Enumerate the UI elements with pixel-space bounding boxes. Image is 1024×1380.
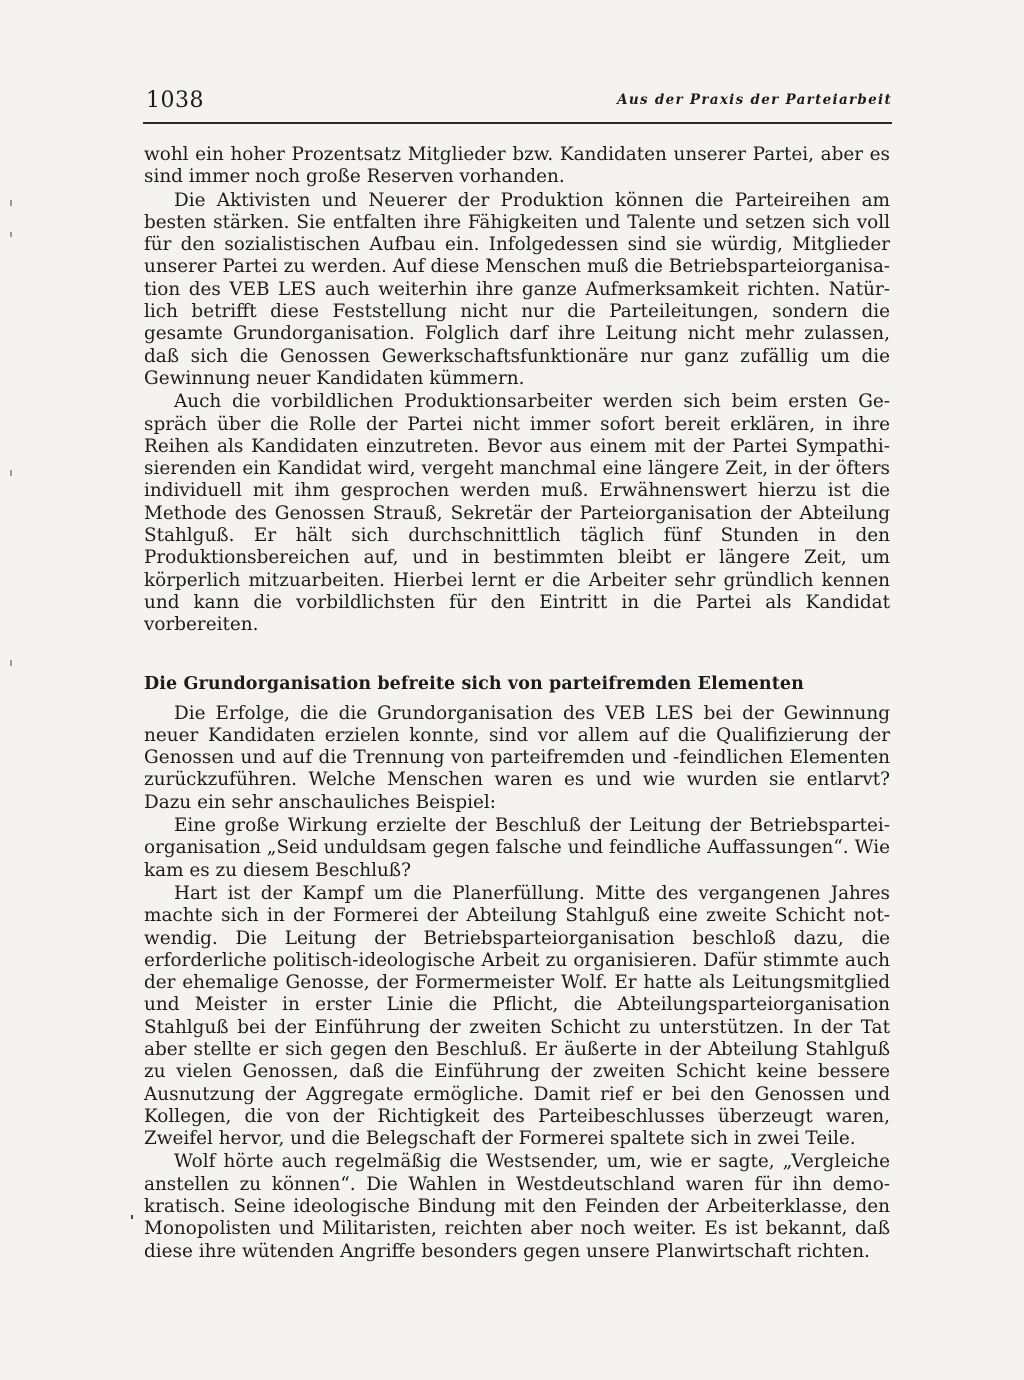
scan-mark [10, 232, 12, 237]
paragraph: Hart ist der Kampf um die Planerfüllung. Mitte des vergangenen Jahres machte sich in der Formerei der Abteilung Stahlguß eine zweite Schicht notwendig. Die Leitung der Betriebsparteiorganisation beschloß dazu, die erforderliche politisch-ideologische Arbeit zu organisieren. Dafür stimmte auch der ehemalige Genosse, der Formermeister Wolf. Er hatte als Leitungsmitglied und Meister in erster Linie die Pflicht, die Abteilungsparteiorganisation Stahlguß bei der Einführung der zweiten Schicht zu unterstützen. In der Tat aber stellte er sich gegen den Beschluß. Er äußerte in der Abteilung Stahlguß zu vielen Genossen, daß die Einführung der zweiten Schicht keine bessere Ausnutzung der Aggregate ermögliche. Damit rief er bei den Genossen und Kollegen, die von der Richtigkeit des Parteibeschlusses überzeugt waren, Zweifel hervor, und die Belegschaft der Formerei spaltete sich in zwei Teile. [144, 882, 890, 1150]
body-text [144, 144, 890, 1263]
section-heading: Die Grundorganisation befreite sich von parteifremden Elementen [144, 673, 804, 694]
page-header [143, 88, 892, 124]
paragraph: Auch die vorbildlichen Produktionsarbeiter werden sich beim ersten Gespräch über die Rolle der Partei nicht immer sofort bereit erklären, in ihre Reihen als Kandidaten einzutreten. Bevor aus einem mit der Partei Sympathisierenden ein Kandidat wird, vergeht manchmal eine längere Zeit, in der öfters individuell mit ihm gesprochen werden muß. Erwähnenswert hierzu ist die Methode des Genossen Strauß, Sekretär der Parteiorganisation der Abteilung Stahlguß. Er hält sich durchschnittlich täglich fünf Stunden in den Produktionsbereichen auf, und in bestimmten bleibt er längere Zeit, um körperlich mitzuarbeiten. Hierbei lernt er die Arbeiter sehr gründlich kennen und kann die vorbildlichsten für den Eintritt in die Partei als Kandidat vorbereiten. [144, 391, 890, 636]
scan-mark [10, 470, 12, 476]
paragraph: Wolf hörte auch regelmäßig die Westsender, um, wie er sagte, „Vergleiche anstellen zu können“. Die Wahlen in Westdeutschland waren für ihn demokratisch. Seine ideologische Bindung mit den Feinden der Arbeiterklasse, den Monopolisten und Militaristen, reichten aber noch weiter. Es ist bekannt, daß diese ihre wütenden Angriffe besonders gegen unsere Planwirtschaft richten. [144, 1151, 890, 1262]
paragraph: Die Aktivisten und Neuerer der Produktion können die Parteireihen am besten stärken. Sie entfalten ihre Fähigkeiten und Talente und setzen sich voll für den sozialistischen Aufbau ein. Infolgedessen sind sie würdig, Mitglieder unserer Partei zu werden. Auf diese Menschen muß die Betriebsparteiorganisation des VEB LES auch weiterhin ihre ganze Aufmerksamkeit richten. Natürlich betrifft diese Feststellung nicht nur die Parteileitungen, sondern die gesamte Grundorganisation. Folglich darf ihre Leitung nicht mehr zulassen, daß sich die Genossen Gewerkschaftsfunktionäre nur ganz zufällig um die Gewinnung neuer Kandidaten kümmern. [144, 189, 890, 389]
scan-mark [131, 1215, 133, 1219]
paragraph: Die Erfolge, die die Grundorganisation des VEB LES bei der Gewinnung neuer Kandidaten erzielen konnte, sind vor allem auf die Qualifizierung der Genossen und auf die Trennung von parteifremden und -feindlichen Elementen zurückzuführen. Welche Menschen waren es und wie wurden sie entlarvt? Dazu ein sehr anschauliches Beispiel: [144, 702, 890, 813]
scan-mark [10, 200, 12, 206]
running-head: Aus der Praxis der Parteiarbeit [617, 92, 892, 108]
paragraph: Eine große Wirkung erzielte der Beschluß der Leitung der Betriebsparteiorganisation „Seid unduldsam gegen falsche und feindliche Auffassungen“. Wie kam es zu diesem Beschluß? [144, 815, 890, 881]
scan-mark [10, 660, 12, 666]
page-number: 1038 [146, 88, 204, 113]
paragraph: wohl ein hoher Prozentsatz Mitglieder bzw. Kandidaten unserer Partei, aber es sind immer noch große Reserven vorhanden. [144, 144, 890, 188]
